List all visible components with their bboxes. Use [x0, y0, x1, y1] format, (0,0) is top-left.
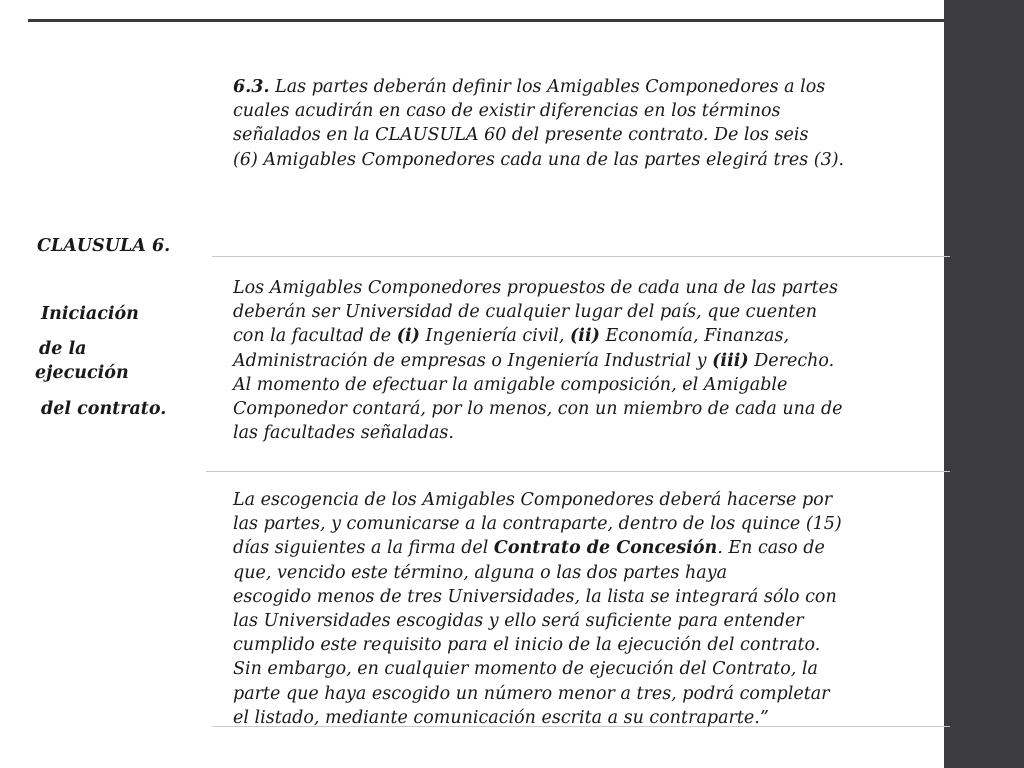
paragraph-line: cumplido este requisito para el inicio de la ejecución del contrato. [233, 635, 821, 656]
paragraph-line: Al momento de efectuar la amigable composición, el Amigable [233, 374, 788, 395]
paragraph-line: parte que haya escogido un número menor a tres, podrá completar [233, 683, 830, 704]
paragraph-line: las Universidades escogidas y ello será suficiente para entender [233, 611, 804, 632]
paragraph-line: 6.3. Las partes deberán definir los Amigables Componedores a los [233, 77, 826, 97]
enum-i: (i) [396, 326, 420, 347]
paragraph-componedores-requirements [233, 276, 944, 445]
paragraph-line: el listado, mediante comunicación escrita a su contraparte.” [233, 707, 769, 728]
paragraph-selection-deadline [233, 488, 944, 730]
paragraph-line: deberán ser Universidad de cualquier lugar del país, que cuenten [233, 302, 818, 323]
clause-heading-line-4: del contrato. [41, 399, 167, 419]
paragraph-line: las partes, y comunicarse a la contraparte, dentro de los quince (15) [233, 514, 842, 535]
paragraph-6-3 [233, 75, 944, 172]
paragraph-line: escogido menos de tres Universidades, la lista se integrará sólo con [233, 586, 837, 607]
enum-iii: (iii) [712, 350, 749, 371]
divider-1 [212, 256, 950, 257]
paragraph-line: La escogencia de los Amigables Componedores deberá hacerse por [233, 490, 833, 510]
paragraph-line: días siguientes a la firma del Contrato de Concesión. En caso de [233, 538, 825, 559]
paragraph-line: cuales acudirán en caso de existir diferencias en los términos [233, 101, 781, 122]
clause-heading-line-1: Iniciación [41, 304, 139, 324]
divider-2 [206, 471, 950, 472]
right-side-bar [944, 0, 1024, 768]
paragraph-number: 6.3. [233, 77, 270, 97]
paragraph-line: (6) Amigables Componedores cada una de las partes elegirá tres (3). [233, 149, 845, 170]
paragraph-line: las facultades señaladas. [233, 423, 454, 444]
paragraph-line: señalados en la CLAUSULA 60 del presente contrato. De los seis [233, 125, 809, 146]
clause-title: CLAUSULA 6. [37, 236, 171, 256]
clause-heading-line-2: de la [39, 339, 87, 359]
clause-heading-line-3: ejecución [35, 363, 129, 383]
top-rule [28, 19, 944, 22]
paragraph-line: Componedor contará, por lo menos, con un miembro de cada una de [233, 399, 843, 420]
paragraph-line: con la facultad de (i) Ingeniería civil, (ii) Economía, Finanzas, [233, 326, 790, 347]
contract-name: Contrato de Concesión [493, 538, 718, 559]
paragraph-line: Sin embargo, en cualquier momento de ejecución del Contrato, la [233, 659, 818, 680]
enum-ii: (ii) [570, 326, 600, 347]
paragraph-line: Los Amigables Componedores propuestos de cada una de las partes [233, 278, 838, 298]
paragraph-line: que, vencido este término, alguna o las dos partes haya [233, 562, 728, 583]
paragraph-line: Administración de empresas o Ingeniería Industrial y (iii) Derecho. [233, 350, 835, 371]
